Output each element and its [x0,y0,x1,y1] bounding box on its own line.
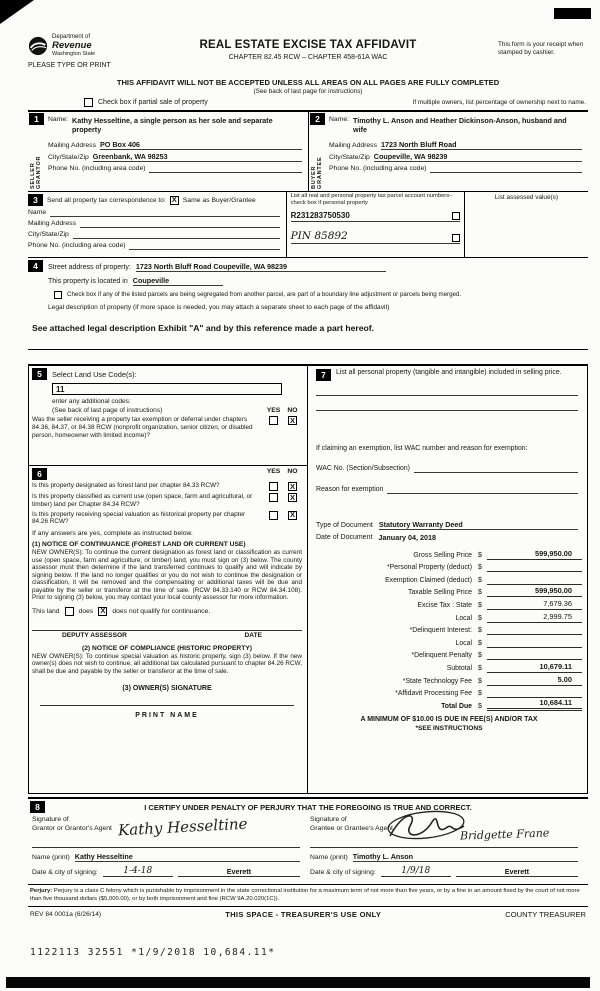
exhibit-reference-line: See attached legal description Exhibit "A" and by this reference made a part hereof. [32,323,374,333]
grantor-signature-script: Kathy Hesseltine [117,814,248,840]
yes-header: YES [266,468,281,475]
forest-no-checkbox[interactable] [288,482,297,491]
no-header: NO [287,407,298,414]
seller-mailing-label: Mailing Address [48,142,96,149]
partial-sale-label: Check box if partial sale of property [98,99,208,106]
checkbox-x-mark: X [289,510,295,520]
buyer-mailing-field [329,140,582,150]
seller-mailing-value[interactable]: PO Box 406 [100,140,302,150]
buyer-grantee-box [308,112,588,191]
grantee-date-label: Date & city of signing: [310,868,376,876]
grantor-signature-area[interactable] [32,814,300,848]
exemption-reason-field [316,485,578,494]
multiple-owners-note: If multiple owners, list percentage of ownership next to name. [412,99,586,106]
parties-section [28,110,588,192]
seller-phone-field [48,164,302,173]
forest-land-question-row [32,482,302,491]
corr-mailing-field [28,219,280,228]
compliance-notice-title: (2) NOTICE OF COMPLIANCE (HISTORIC PROPERTY) [81,644,253,652]
located-in-label: This property is located in [48,278,128,285]
additional-codes-label: enter any additional codes: [52,398,131,405]
grantee-overlay-name: Bridgette Frane [459,826,550,843]
row-label: Local [455,639,472,647]
assessed-values-column [465,192,588,257]
grantee-name-label: Name (print) [310,853,348,861]
row-label: Taxable Selling Price [408,589,472,597]
historic-no-checkbox[interactable] [288,511,297,520]
buyer-csz-field [329,152,582,162]
gross-selling-price-row [316,547,582,560]
parcel1-personal-checkbox[interactable] [452,212,460,220]
seller-csz-label: City/State/Zip [48,154,89,161]
see-instructions-note: *SEE INSTRUCTIONS [415,724,483,732]
parcel-numbers-header: List all real and personal property tax parcel account numbers–check box if personal property [290,193,453,206]
row-value: 7,679.36 [487,599,582,610]
correspondence-header [28,194,280,206]
corr-csz-input[interactable] [73,230,280,239]
buyer-phone-input[interactable] [430,164,582,173]
continuance-notice-title: (1) NOTICE OF CONTINUANCE (FOREST LAND OR CURRENT USE) [32,541,246,549]
dor-logo [28,34,95,57]
document-type-label: Type of Document [316,522,373,529]
grantor-date-field [32,866,300,877]
if-yes-note: If any answers are yes, complete as instructed below. [32,530,193,538]
grantor-date-label: Date & city of signing: [32,868,98,876]
corr-name-field [28,208,280,217]
row-value[interactable] [487,562,582,572]
row-value[interactable] [487,638,582,648]
checkbox-x-mark: X [289,415,295,425]
row-value: 599,950.00 [487,586,582,597]
chapter-line: CHAPTER 82.45 RCW – CHAPTER 458-61A WAC [228,54,388,61]
same-as-buyer-checkbox[interactable] [170,196,179,205]
row-label: Gross Selling Price [413,551,472,559]
street-address-label: Street address of property: [48,264,131,271]
parcel-row-1 [291,211,460,222]
seller-grantor-box [28,112,308,191]
dept-line1: Department of [52,34,91,40]
parcel2-personal-checkbox[interactable] [452,234,460,242]
row-value[interactable] [487,575,582,585]
located-in-field [48,276,588,286]
seller-side-label [30,129,42,189]
row-label: Excise Tax : State [417,601,472,609]
document-date-value[interactable]: January 04, 2018 [378,533,436,542]
buyer-csz-label: City/State/Zip [329,154,370,161]
row-label: Total Due [441,702,472,710]
seller-word: SELLER [30,162,36,189]
perjury-label: Perjury: [30,888,53,894]
cashier-stamp-line: 1122113 32551 *1/9/2018 10,684.11* [30,947,276,958]
located-in-value[interactable]: Coupeville [133,276,223,286]
forest-yes-checkbox[interactable] [269,482,278,491]
form-title: REAL ESTATE EXCISE TAX AFFIDAVIT [199,39,417,51]
deferral-yes-checkbox[interactable] [269,416,278,425]
deputy-assessor-row [32,630,302,639]
seller-name-label: Name: [48,116,69,123]
exemption-note: If claiming an exemption, list WAC number and reason for exemption: [316,445,528,452]
seller-csz-field [48,152,302,162]
row-value[interactable] [487,688,582,698]
document-type-value[interactable]: Statutory Warranty Deed [379,520,578,530]
taxable-selling-price-row [316,585,582,598]
classification-section [29,466,307,793]
excise-tax-state-row [316,597,582,610]
dollar-sign: $ [478,690,482,698]
main-detail-box [28,364,588,794]
seller-csz-value[interactable]: Greenbank, WA 98253 [93,152,302,162]
row-label: Subtotal [446,664,472,672]
seller-name-field [48,116,302,138]
row-label: *Affidavit Processing Fee [395,690,472,698]
wac-number-label: WAC No. (Section/Subsection) [316,465,410,472]
grantee-name-value[interactable]: Timothy L. Anson [353,852,578,862]
does-not-label: does not qualify for continuance. [112,607,211,615]
grantor-signature-block [30,816,308,877]
wac-number-field [316,464,578,473]
buyer-csz-value[interactable]: Coupeville, WA 98239 [374,152,582,162]
certify-line: I CERTIFY UNDER PENALTY OF PERJURY THAT THE FOREGOING IS TRUE AND CORRECT. [144,803,472,812]
dollar-sign: $ [478,589,482,597]
section7-number: 7 [316,369,331,381]
dollar-sign: $ [478,639,482,647]
parcel-number-1[interactable]: R231283750530 [290,210,350,220]
tax-correspondence-section [28,192,588,258]
corr-mailing-label: Mailing Address [28,220,76,227]
checkbox-x-mark: X [171,195,177,205]
buyer-name-label: Name: [329,116,350,123]
this-land-label: This land [32,607,60,615]
form-header [28,32,588,76]
section6-yes-no-header [264,468,302,480]
dollar-sign: $ [478,614,482,622]
grantee-date-field [310,866,578,877]
county-treasurer-label: COUNTY TREASURER [505,910,586,920]
delinquent-penalty-row [316,648,582,661]
print-name-label: PRINT NAME [135,712,199,720]
street-address-field [28,260,588,272]
continuance-notice-body: NEW OWNER(S): To continue the current designation as forest land or classification as current use (open space, farm and agriculture, or timber) land, you must sign on (3) below. The county assessor must then determine if the land transferred continues to qualify and will indicate by signing below. If the land no longer qualifies or you do not wish to continue the designation or classification, it will be removed and the compensating or additional taxes will be due and payable by the seller or transferor at the time of sale. (RCW 84.33.140 or RCW 84.34.108). Prior to signing (3) below, you may contact your local county assessor for more information. [32,549,302,602]
grantee-date-value[interactable]: 1/9/18 [381,866,451,877]
grantor-name-label: Name (print) [32,853,70,861]
corr-csz-label: City/State/Zip [28,231,69,238]
section5-number: 5 [32,368,47,380]
buyer-phone-field [329,164,582,173]
personal-property-input-line2[interactable] [316,396,578,411]
street-address-value[interactable]: 1723 North Bluff Road Coupeville, WA 98239 [136,262,386,272]
state-technology-fee-row [316,673,582,686]
selling-price-section [308,366,587,793]
segregated-field [54,291,588,299]
excise-tax-local-row [316,610,582,623]
land-use-header [32,368,302,380]
row-label: *Delinquent Interest: [409,627,472,635]
wac-number-input[interactable] [414,464,578,473]
partial-sale-row [28,98,588,107]
personal-property-deduct-row [316,560,582,573]
section5-see-back: (See back of last page of instructions) [52,407,163,414]
section2-number: 2 [310,113,325,125]
see-back-note: (See back of last page for instructions) [253,88,363,95]
row-label: *Personal Property (deduct) [386,564,472,572]
row-value: 10,679.11 [487,662,582,673]
rev-number: REV 84 0001a (6/26/14) [30,911,102,919]
document-date-label: Date of Document [316,534,373,541]
deferral-question-row [32,416,302,439]
partial-sale-field [84,98,208,107]
assessed-values-header: List assessed value(s) [494,194,558,201]
corr-csz-field [28,230,280,239]
receipt-note: This form is your receipt when stamped by cashier. [498,41,584,57]
certification-section [28,797,588,885]
dollar-sign: $ [478,677,482,685]
section5-yes-no-header [264,407,302,414]
dollar-sign: $ [478,652,482,660]
exemption-reason-label: Reason for exemption [316,486,384,493]
grantee-signature-block [308,816,586,877]
row-label: Exemption Claimed (deduct) [385,576,472,584]
grantee-agent-label: Grantee or Grantee's Agent [310,824,393,832]
send-correspondence-label: Send all property tax correspondence to: [47,196,166,204]
compliance-notice-body: NEW OWNER(S): To continue special valuation as historic property, sign (3) below. If the new owner(s) does not wish to continue, all additional tax calculated pursuant to chapter 84.26 RCW, shall be due and payable by the seller or transferor at the time of sale. [32,652,302,675]
section8-number: 8 [30,801,45,813]
seller-name-value[interactable]: Kathy Hesseltine, a single person as her sole and separate property [72,116,273,134]
grantor-name-field [32,852,300,862]
personal-property-input-line1[interactable] [316,381,578,396]
row-value: 10,684.11 [487,698,582,711]
buyer-name-field [329,116,582,138]
row-value: 2,999.75 [487,612,582,623]
scan-corner-artifact [0,0,34,24]
dor-logo-icon [28,36,48,56]
personal-property-label: List all personal property (tangible and intangible) included in selling price. [336,369,562,376]
current-use-question-row [32,493,302,509]
forest-land-question: Is this property designated as forest land per chapter 84.33 RCW? [32,482,220,489]
section1-number: 1 [29,113,44,125]
corr-name-input[interactable] [50,208,279,217]
dollar-sign: $ [478,551,482,559]
buyer-word: BUYER [311,165,317,189]
section6-number: 6 [32,468,47,480]
seller-mailing-field [48,140,302,150]
does-label: does [78,607,94,615]
does-not-qualify-checkbox[interactable] [98,607,107,616]
segregated-checkbox[interactable] [54,291,62,299]
historic-yes-checkbox[interactable] [269,511,278,520]
segregated-label: Check box if any of the listed parcels are being segregated from another parcel, are part of a boundary line adjustment or parcels being merged. [67,291,462,298]
checkbox-x-mark: X [289,481,295,491]
owners-signature-line[interactable] [40,692,294,706]
parcel-row-2 [291,230,460,244]
row-label: *State Technology Fee [402,677,472,685]
row-value[interactable] [487,650,582,660]
grantor-agent-label: Grantor or Grantor's Agent [32,824,112,832]
grantor-word: GRANTOR [36,155,43,189]
corr-phone-field [28,241,280,250]
signature-of-label: Signature of [310,816,347,823]
no-header: NO [287,468,298,475]
treasurer-space-label: THIS SPACE - TREASURER'S USE ONLY [225,910,382,920]
grantor-name-value[interactable]: Kathy Hesseltine [75,852,300,862]
seller-phone-input[interactable] [149,164,302,173]
document-type-field [316,520,578,530]
dollar-sign: $ [478,576,482,584]
left-column [29,366,308,793]
perjury-notice [28,885,588,907]
page-content [28,32,588,922]
corr-name-label: Name [28,209,47,216]
deferral-answer-boxes [264,416,302,439]
personal-property-header [316,369,582,381]
corr-phone-label: Phone No. (including area code) [28,242,126,249]
form-footer [28,907,588,922]
historic-question: Is this property receiving special valuation as historical property per chapter 84.26 RCW? [32,510,246,526]
date-label: DATE [244,631,262,639]
document-date-field [316,533,578,542]
perjury-body: Perjury is a class C felony which is punishable by imprisonment in the state correctional institution for a maximum term of not more than five years, or by a fine in an amount fixed by the court of not more than five thousand dollars ($5,000.00), or by both imprisonment and fine (RCW 9A.20.020(1C)). [30,888,580,902]
excise-tax-computation [316,547,582,711]
parcel-number-2-handwritten[interactable]: PIN 85892 [290,229,348,242]
buyer-name-value[interactable]: Timothy L. Anson and Heather Dickinson-Anson, husband and wife [353,116,567,134]
minimum-fee-note: A MINIMUM OF $10.00 IS DUE IN FEE(S) AND/OR TAX [360,715,538,723]
grantee-word: GRANTEE [317,156,324,189]
buyer-mailing-label: Mailing Address [329,142,377,149]
dollar-sign: $ [478,601,482,609]
checkbox-x-mark: X [289,492,295,502]
scan-bottom-bar-artifact [6,977,590,988]
signature-of-label: Signature of [32,816,69,823]
deferral-question: Was the seller receiving a property tax exemption or deferral under chapters 84.36, 84.37, or 84.38 RCW (nonprofit organization, senior citizen, or disabled person, homeowner with limited income)? [32,416,253,439]
corr-mailing-input[interactable] [80,219,280,228]
buyer-side-label [311,129,323,189]
deputy-assessor-label: DEPUTY ASSESSOR [62,631,127,639]
total-due-row [316,698,582,711]
seller-phone-label: Phone No. (including area code) [48,165,146,172]
current-use-yes-checkbox[interactable] [269,493,278,502]
grantor-date-value[interactable]: 1-4-18 [103,866,173,877]
current-use-question: Is this property classified as current use (open space, farm and agricultural, or timber) land per Chapter 84.34 RCW? [32,493,253,508]
row-label: *Delinquent Penalty [411,652,472,660]
partial-sale-checkbox[interactable] [84,98,93,107]
buyer-phone-label: Phone No. (including area code) [329,165,427,172]
does-qualify-checkbox[interactable] [65,607,74,616]
land-use-code-input[interactable]: 11 [52,383,282,395]
row-value: 599,950.00 [487,549,582,560]
historic-question-row [32,511,302,527]
continuance-qualify-row [32,607,302,616]
subtotal-row [316,660,582,673]
section4-number: 4 [28,260,43,272]
yes-header: YES [266,407,281,414]
row-value: 5.00 [487,675,582,686]
exemption-claimed-row [316,572,582,585]
current-use-no-checkbox[interactable] [288,493,297,502]
affidavit-processing-fee-row [316,686,582,699]
dept-line3: Washington State [52,51,96,57]
section6-header [32,468,302,480]
section3-number: 3 [28,194,43,206]
dollar-sign: $ [478,564,482,572]
grantee-signature-area[interactable] [310,818,578,848]
parcel-numbers-column [286,192,465,257]
buyer-mailing-value[interactable]: 1723 North Bluff Road [381,140,582,150]
grantee-city-value[interactable]: Everett [456,867,578,877]
property-address-section [28,258,588,350]
legal-description-label: Legal description of property (if more space is needed, you may attach a separate sheet to each page of the affidavit) [48,304,390,311]
please-type-note: PLEASE TYPE OR PRINT [28,62,111,69]
deferral-no-checkbox[interactable] [288,416,297,425]
land-use-label: Select Land Use Code(s): [52,369,137,379]
same-as-buyer-label: Same as Buyer/Grantee [182,196,256,204]
dept-line2: Revenue [52,40,92,51]
exemption-reason-input[interactable] [387,485,578,494]
dollar-sign: $ [478,627,482,635]
dollar-sign: $ [478,664,482,672]
grantor-city-value[interactable]: Everett [178,867,300,877]
delinquent-interest-local-row [316,635,582,648]
correspondence-fields [28,192,286,257]
acceptance-warning: THIS AFFIDAVIT WILL NOT BE ACCEPTED UNLESS ALL AREAS ON ALL PAGES ARE FULLY COMPLETED [116,78,500,87]
dor-logo-text [52,34,95,57]
scan-top-bar-artifact [554,8,591,19]
grantee-name-field [310,852,578,862]
row-value[interactable] [487,625,582,635]
land-use-section [29,366,307,466]
owners-signature-label: (3) OWNER(S) SIGNATURE [122,685,212,693]
checkbox-x-mark: X [100,606,106,616]
row-label: Local [455,614,472,622]
dollar-sign: $ [478,702,482,710]
delinquent-interest-state-row [316,623,582,636]
corr-phone-input[interactable] [129,241,279,250]
